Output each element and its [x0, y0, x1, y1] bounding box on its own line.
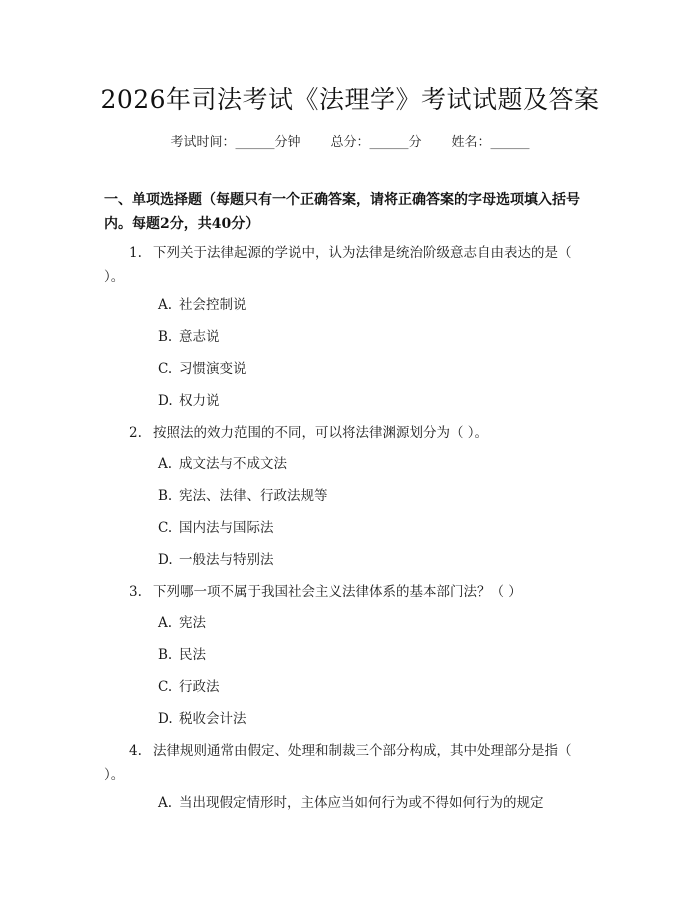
option-text: 当出现假定情形时，主体应当如何行为或不得如何行为的规定	[179, 795, 544, 811]
option-text: 习惯演变说	[179, 361, 247, 377]
option-3c	[158, 677, 220, 697]
option-3a	[158, 613, 206, 633]
option-letter: B.	[158, 647, 173, 663]
question-stem: 按照法的效力范围的不同，可以将法律渊源划分为（ ）。	[153, 425, 489, 441]
option-letter: A.	[158, 297, 173, 313]
option-1d	[158, 391, 220, 411]
question-1	[104, 241, 580, 289]
option-1c	[158, 359, 247, 379]
exam-meta	[0, 131, 700, 150]
option-letter: D.	[158, 711, 173, 727]
option-letter: A.	[158, 795, 173, 811]
option-text: 税收会计法	[179, 711, 247, 727]
option-letter: B.	[158, 488, 173, 504]
option-text: 权力说	[179, 393, 220, 409]
question-stem: 下列哪一项不属于我国社会主义法律体系的基本部门法？（ ）	[153, 584, 522, 600]
option-4a	[158, 793, 544, 813]
option-2d	[158, 550, 274, 570]
option-text: 民法	[179, 647, 206, 663]
question-number: 4.	[129, 743, 142, 759]
option-text: 宪法	[179, 615, 206, 631]
option-text: 意志说	[179, 329, 220, 345]
option-letter: C.	[158, 361, 173, 377]
option-letter: C.	[158, 679, 173, 695]
option-2b	[158, 486, 328, 506]
option-text: 宪法、法律、行政法规等	[179, 488, 328, 504]
option-1a	[158, 295, 247, 315]
option-letter: B.	[158, 329, 173, 345]
question-stem: 下列关于法律起源的学说中，认为法律是统治阶级意志自由表达的是（ ）。	[104, 245, 572, 285]
option-text: 行政法	[179, 679, 220, 695]
question-3	[104, 580, 580, 604]
option-letter: A.	[158, 456, 173, 472]
option-2c	[158, 518, 274, 538]
option-letter: D.	[158, 393, 173, 409]
option-3b	[158, 645, 206, 665]
option-text: 社会控制说	[179, 297, 247, 313]
exam-time-field: 考试时间：______分钟	[170, 135, 301, 150]
total-score-field: 总分：______分	[330, 135, 422, 150]
option-3d	[158, 709, 247, 729]
option-text: 国内法与国际法	[179, 520, 274, 536]
question-number: 2.	[129, 425, 142, 441]
option-text: 一般法与特别法	[179, 552, 274, 568]
question-4	[104, 739, 580, 787]
question-2	[104, 421, 580, 445]
option-letter: A.	[158, 615, 173, 631]
option-letter: C.	[158, 520, 173, 536]
question-number: 1.	[129, 245, 142, 261]
question-stem: 法律规则通常由假定、处理和制裁三个部分构成，其中处理部分是指（ ）。	[104, 743, 572, 783]
option-2a	[158, 454, 287, 474]
option-1b	[158, 327, 220, 347]
option-letter: D.	[158, 552, 173, 568]
section-header: 一、单项选择题（每题只有一个正确答案，请将正确答案的字母选项填入括号内。每题2分，共40分）	[104, 192, 580, 232]
option-text: 成文法与不成文法	[179, 456, 287, 472]
student-name-field: 姓名：______	[451, 135, 530, 150]
document-title: 2026年司法考试《法理学》考试试题及答案	[100, 85, 600, 114]
question-number: 3.	[129, 584, 142, 600]
